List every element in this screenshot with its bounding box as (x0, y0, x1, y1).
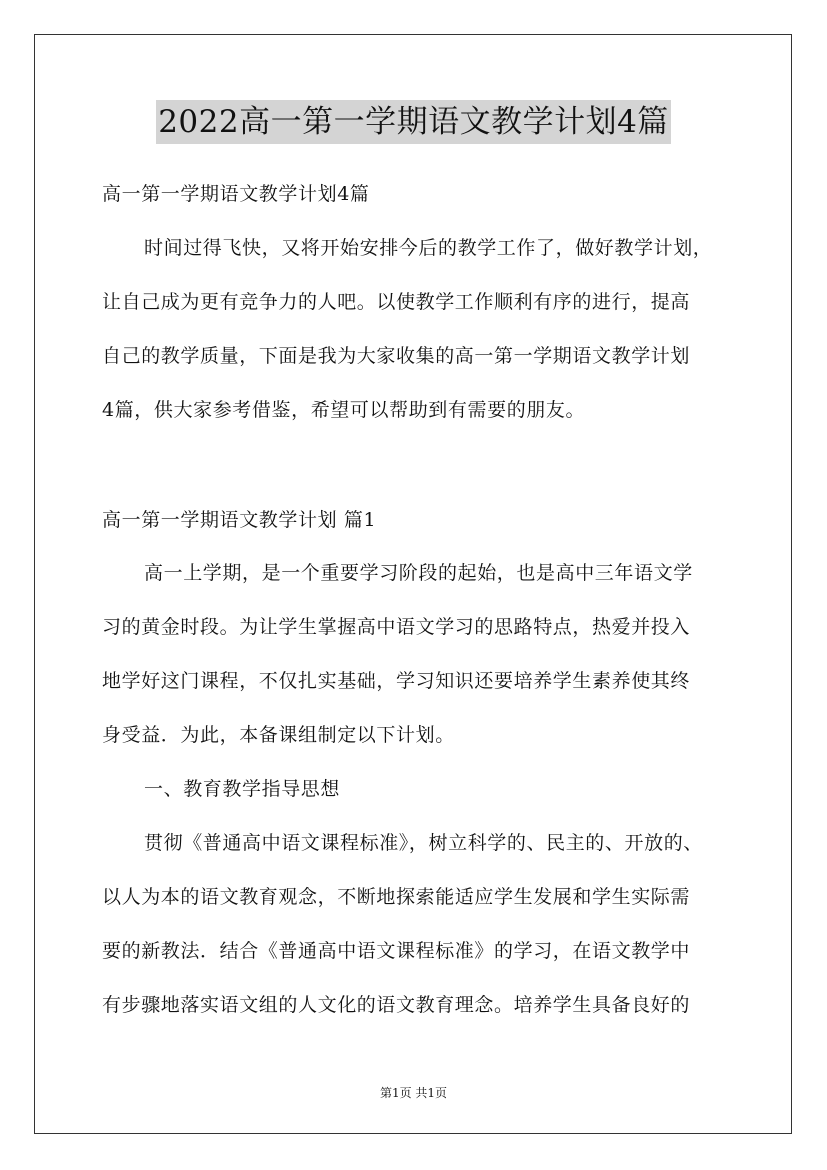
document-title: 2022高一第一学期语文教学计划4篇 (156, 100, 671, 144)
section-line: 身受益．为此，本备课组制定以下计划。 (102, 724, 455, 746)
intro-line: 自己的教学质量，下面是我为大家收集的高一第一学期语文教学计划 (102, 345, 691, 367)
title-container (0, 100, 827, 144)
section-line: 地学好这门课程，不仅扎实基础，学习知识还要培养学生素养使其终 (102, 670, 691, 692)
body-line: 有步骤地落实语文组的人文化的语文教育理念。培养学生具备良好的 (102, 994, 691, 1016)
body-line: 贯彻《普通高中语文课程标准》，树立科学的、民主的、开放的、 (144, 832, 703, 854)
intro-line: 时间过得飞快，又将开始安排今后的教学工作了，做好教学计划， (144, 237, 713, 259)
intro-line: 让自己成为更有竞争力的人吧。以使教学工作顺利有序的进行，提高 (102, 291, 691, 313)
section-line: 习的黄金时段。为让学生掌握高中语文学习的思路特点，热爱并投入 (102, 616, 691, 638)
subtitle: 高一第一学期语文教学计划4篇 (102, 183, 370, 205)
body-line: 以人为本的语文教育观念，不断地探索能适应学生发展和学生实际需 (102, 886, 691, 908)
intro-line: 4篇，供大家参考借鉴，希望可以帮助到有需要的朋友。 (102, 399, 586, 421)
body-line: 要的新教法．结合《普通高中语文课程标准》的学习，在语文教学中 (102, 940, 691, 962)
subheading: 一、教育教学指导思想 (144, 778, 341, 800)
section-line: 高一上学期，是一个重要学习阶段的起始，也是高中三年语文学 (144, 562, 693, 584)
page-footer: 第1页 共1页 (379, 1086, 448, 1100)
section-heading: 高一第一学期语文教学计划 篇1 (102, 509, 377, 531)
